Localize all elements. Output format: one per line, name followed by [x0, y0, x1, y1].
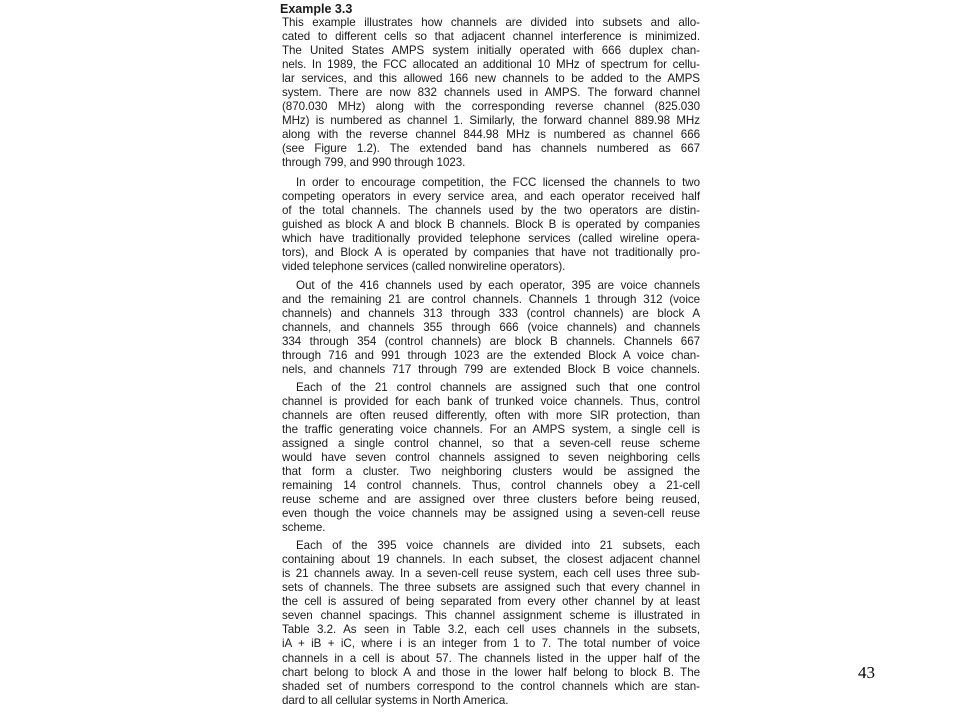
text-line: would have seven control channels assigned to seven neighboring cells [282, 451, 700, 464]
text-line: nels. In 1989, the FCC allocated an additional 10 MHz of spectrum for cellu- [282, 58, 700, 71]
text-line: reuse scheme and are assigned over three clusters before being reused, [282, 493, 700, 506]
text-line: competing operators in every service area, and each operator received half [282, 190, 700, 203]
text-line: cated to different cells so that adjacent channel interference is minimized. [282, 30, 700, 43]
text-line: through 799, and 990 through 1023. [282, 156, 466, 169]
text-line: channel is provided for each bank of trunked voice channels. Thus, control [282, 395, 700, 408]
text-line: Each of the 395 voice channels are divided into 21 subsets, each [296, 539, 700, 552]
text-line: channels) and channels 313 through 333 (control channels) are block A [282, 307, 700, 320]
text-line: along with the reverse channel 844.98 MHz is numbered as channel 666 [282, 128, 700, 141]
text-line: iA + iB + iC, where i is an integer from 1 to 7. The total number of voice [282, 637, 700, 650]
text-line: (see Figure 1.2). The extended band has channels numbered as 667 [282, 142, 700, 155]
text-line: Out of the 416 channels used by each operator, 395 are voice channels [296, 279, 700, 292]
text-line: scheme. [282, 521, 326, 534]
text-line: of the total channels. The channels used by the two operators are distin- [282, 204, 700, 217]
document-page [272, 0, 702, 710]
text-line: assigned a single control channel, so that a seven-cell reuse scheme [282, 437, 700, 450]
text-line: channels are often reused differently, often with more SIR protection, than [282, 409, 700, 422]
text-line: Each of the 21 control channels are assigned such that one control [296, 381, 700, 394]
example-title: Example 3.3 [280, 2, 353, 16]
text-line: containing about 19 channels. In each subset, the closest adjacent channel [282, 553, 700, 566]
page-number: 43 [858, 663, 875, 682]
text-line: In order to encourage competition, the FCC licensed the channels to two [296, 176, 700, 189]
text-line: chart belong to block A and those in the lower half belong to block B. The [282, 666, 700, 679]
text-line: Table 3.2. As seen in Table 3.2, each cell uses channels in the subsets, [282, 623, 700, 636]
text-line: tors), and Block A is operated by companies that have not traditionally pro- [282, 246, 700, 259]
text-line: (870.030 MHz) along with the corresponding reverse channel (825.030 [282, 100, 700, 113]
text-line: seven channel spacings. This channel assignment scheme is illustrated in [282, 609, 700, 622]
text-line: that form a cluster. Two neighboring clusters would be assigned the [282, 465, 700, 478]
text-line: guished as block A and block B channels. Block B is operated by companies [282, 218, 700, 231]
text-line: sets of channels. The three subsets are assigned such that every channel in [282, 581, 700, 594]
text-line: which have traditionally provided telephone services (called wireline opera- [282, 232, 700, 245]
text-line: shaded set of numbers correspond to the control channels which are stan- [282, 680, 700, 693]
text-line: even though the voice channels may be assigned using a seven-cell reuse [282, 507, 700, 520]
text-line: the cell is assured of being separated from every other channel by at least [282, 595, 700, 608]
text-line: MHz) is numbered as channel 1. Similarly, the forward channel 889.98 MHz [282, 114, 700, 127]
text-line: dard to all cellular systems in North America. [282, 694, 509, 707]
text-line: 334 through 354 (control channels) are block B channels. Channels 667 [282, 335, 700, 348]
text-line: The United States AMPS system initially operated with 666 duplex chan- [282, 44, 700, 57]
text-line: system. There are now 832 channels used in AMPS. The forward channel [282, 86, 700, 99]
text-line: remaining 14 control channels. Thus, control channels obey a 21-cell [282, 479, 700, 492]
text-line: is 21 channels away. In a seven-cell reuse system, each cell uses three sub- [282, 567, 700, 580]
text-line: channels, and channels 355 through 666 (voice channels) and channels [282, 321, 700, 334]
text-line: channels in a cell is about 57. The channels listed in the upper half of the [282, 652, 700, 665]
text-line: through 716 and 991 through 1023 are the extended Block A voice chan- [282, 349, 700, 362]
text-line: This example illustrates how channels are divided into subsets and allo- [282, 16, 700, 29]
text-line: vided telephone services (called nonwireline operators). [282, 260, 566, 273]
text-line: and the remaining 21 are control channels. Channels 1 through 312 (voice [282, 293, 700, 306]
text-line: nels, and channels 717 through 799 are extended Block B voice channels. [282, 363, 700, 376]
text-line: the traffic generating voice channels. For an AMPS system, a single cell is [282, 423, 700, 436]
text-line: lar services, and this allowed 166 new channels to be added to the AMPS [282, 72, 700, 85]
